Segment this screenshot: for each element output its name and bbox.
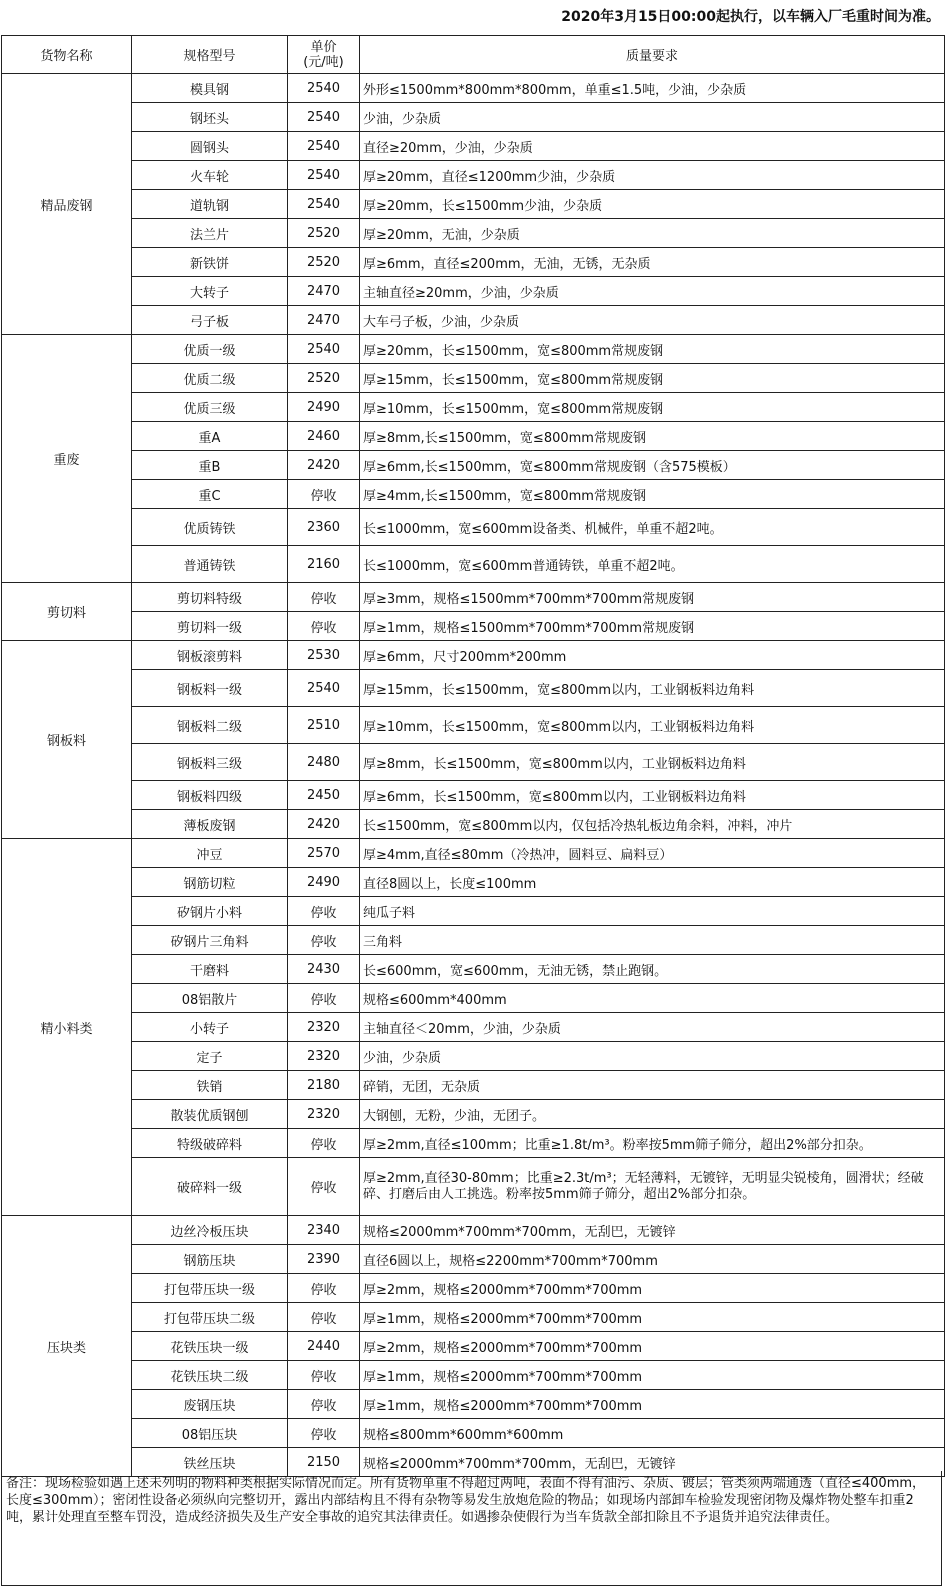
table-row — [2, 74, 945, 103]
quality-requirement-cell: 主轴直径≥20mm，少油，少杂质 — [360, 277, 945, 306]
table-row — [2, 839, 945, 868]
price-cell: 停收 — [288, 1419, 360, 1448]
price-cell: 2430 — [288, 955, 360, 984]
table-row — [2, 1303, 945, 1332]
quality-requirement-cell: 厚≥20mm，长≤1500mm少油，少杂质 — [360, 190, 945, 219]
quality-requirement-cell: 主轴直径＜20mm，少油，少杂质 — [360, 1013, 945, 1042]
spec-cell: 剪切料一级 — [132, 612, 288, 641]
quality-requirement-cell: 厚≥20mm，长≤1500mm，宽≤800mm常规废钢 — [360, 335, 945, 364]
table-row — [2, 1361, 945, 1390]
quality-requirement-cell: 厚≥2mm,直径≤100mm；比重≥1.8t/m³。粉率按5mm筛子筛分，超出2%部分扣杂。 — [360, 1129, 945, 1158]
quality-requirement-cell: 厚≥15mm，长≤1500mm，宽≤800mm常规废钢 — [360, 364, 945, 393]
quality-requirement-cell: 厚≥4mm,直径≤80mm（冷热冲，圆料豆、扁料豆） — [360, 839, 945, 868]
quality-requirement-cell: 厚≥6mm,长≤1500mm，宽≤800mm常规废钢（含575模板） — [360, 451, 945, 480]
table-row — [2, 1013, 945, 1042]
quality-requirement-cell: 厚≥8mm,长≤1500mm，宽≤800mm常规废钢 — [360, 422, 945, 451]
price-cell: 2390 — [288, 1245, 360, 1274]
table-row — [2, 1158, 945, 1216]
quality-requirement-cell: 厚≥3mm，规格≤1500mm*700mm*700mm常规废钢 — [360, 583, 945, 612]
table-row — [2, 248, 945, 277]
table-row — [2, 1042, 945, 1071]
quality-requirement-cell: 长≤1000mm，宽≤600mm设备类、机械件，单重不超2吨。 — [360, 509, 945, 546]
table-row — [2, 546, 945, 583]
table-row — [2, 926, 945, 955]
quality-requirement-cell: 厚≥2mm,直径30-80mm；比重≥2.3t/m³；无轻薄料，无镀锌，无明显尖锐棱角，圆滑状；经破碎、打磨后由人工挑选。粉率按5mm筛子筛分，超出2%部分扣杂。 — [360, 1158, 945, 1216]
table-row — [2, 1129, 945, 1158]
quality-requirement-cell: 厚≥1mm，规格≤2000mm*700mm*700mm — [360, 1303, 945, 1332]
category-cell: 重废 — [2, 335, 132, 583]
quality-requirement-cell: 厚≥1mm，规格≤2000mm*700mm*700mm — [360, 1390, 945, 1419]
price-cell: 停收 — [288, 583, 360, 612]
spec-cell: 钢板滚剪料 — [132, 641, 288, 670]
price-cell: 2470 — [288, 306, 360, 335]
price-cell: 停收 — [288, 480, 360, 509]
table-row — [2, 810, 945, 839]
quality-requirement-cell: 大车弓子板，少油，少杂质 — [360, 306, 945, 335]
table-row — [2, 1274, 945, 1303]
table-row — [2, 670, 945, 707]
price-cell: 2470 — [288, 277, 360, 306]
table-row — [2, 1100, 945, 1129]
price-cell: 2540 — [288, 74, 360, 103]
price-cell: 2160 — [288, 546, 360, 583]
price-cell: 2320 — [288, 1100, 360, 1129]
table-row — [2, 393, 945, 422]
header-spec: 规格型号 — [132, 36, 288, 74]
price-cell: 2540 — [288, 161, 360, 190]
spec-cell: 打包带压块二级 — [132, 1303, 288, 1332]
spec-cell: 破碎料一级 — [132, 1158, 288, 1216]
spec-cell: 矽钢片小料 — [132, 897, 288, 926]
price-cell: 2490 — [288, 868, 360, 897]
price-cell: 2490 — [288, 393, 360, 422]
spec-cell: 边丝冷板压块 — [132, 1216, 288, 1245]
quality-requirement-cell: 厚≥2mm，规格≤2000mm*700mm*700mm — [360, 1332, 945, 1361]
spec-cell: 钢坯头 — [132, 103, 288, 132]
quality-requirement-cell: 直径8圆以上，长度≤100mm — [360, 868, 945, 897]
category-cell: 压块类 — [2, 1216, 132, 1477]
price-cell: 2540 — [288, 670, 360, 707]
quality-requirement-cell: 纯瓜子料 — [360, 897, 945, 926]
table-row — [2, 707, 945, 744]
spec-cell: 优质一级 — [132, 335, 288, 364]
table-row — [2, 219, 945, 248]
quality-requirement-cell: 厚≥20mm，直径≤1200mm少油，少杂质 — [360, 161, 945, 190]
quality-requirement-cell: 厚≥4mm,长≤1500mm，宽≤800mm常规废钢 — [360, 480, 945, 509]
spec-cell: 干磨料 — [132, 955, 288, 984]
quality-requirement-cell: 厚≥2mm，规格≤2000mm*700mm*700mm — [360, 1274, 945, 1303]
spec-cell: 废钢压块 — [132, 1390, 288, 1419]
quality-requirement-cell: 直径≥20mm，少油，少杂质 — [360, 132, 945, 161]
price-cell: 停收 — [288, 1390, 360, 1419]
table-row — [2, 451, 945, 480]
price-cell: 停收 — [288, 1274, 360, 1303]
quality-requirement-cell: 厚≥10mm，长≤1500mm，宽≤800mm常规废钢 — [360, 393, 945, 422]
category-cell: 剪切料 — [2, 583, 132, 641]
spec-cell: 重B — [132, 451, 288, 480]
effective-date-notice: 2020年3月15日00:00起执行，以车辆入厂毛重时间为准。 — [561, 9, 940, 25]
price-cell: 停收 — [288, 1303, 360, 1332]
price-cell: 2440 — [288, 1332, 360, 1361]
quality-requirement-cell: 少油，少杂质 — [360, 103, 945, 132]
price-cell: 2540 — [288, 103, 360, 132]
price-cell: 2520 — [288, 219, 360, 248]
quality-requirement-cell: 厚≥1mm，规格≤2000mm*700mm*700mm — [360, 1361, 945, 1390]
table-row — [2, 781, 945, 810]
table-row — [2, 583, 945, 612]
table-row — [2, 277, 945, 306]
table-row — [2, 306, 945, 335]
price-cell: 停收 — [288, 984, 360, 1013]
spec-cell: 重A — [132, 422, 288, 451]
spec-cell: 08铝压块 — [132, 1419, 288, 1448]
spec-cell: 特级破碎料 — [132, 1129, 288, 1158]
price-cell: 2530 — [288, 641, 360, 670]
remark-note: 备注：现场检验如遇上述未列明的物料种类根据实际情况而定。所有货物单重不得超过两吨，表面不得有油污、杂质、镀层；管类须两端通透（直径≤400mm，长度≤300mm）；密闭性设备必须纵向完整切开，露出内部结构且不得有杂物等易发生放炮危险的物品；如现场内部卸车检验发现密闭物及爆炸物处整车扣重2吨，累计处理直至整车罚没，造成经济损失及生产安全事故的追究其法律责任。如遇掺杂使假行为当车货款全部扣除且不予退货并追究法律责任。 — [1, 1471, 942, 1586]
category-cell: 精小料类 — [2, 839, 132, 1216]
table-row — [2, 868, 945, 897]
spec-cell: 08铝散片 — [132, 984, 288, 1013]
quality-requirement-cell: 厚≥6mm，尺寸200mm*200mm — [360, 641, 945, 670]
price-cell: 2340 — [288, 1216, 360, 1245]
spec-cell: 新铁饼 — [132, 248, 288, 277]
spec-cell: 铁丝压块 — [132, 1448, 288, 1477]
table-row — [2, 1332, 945, 1361]
spec-cell: 矽钢片三角料 — [132, 926, 288, 955]
quality-requirement-cell: 厚≥20mm，无油，少杂质 — [360, 219, 945, 248]
quality-requirement-cell: 外形≤1500mm*800mm*800mm，单重≤1.5吨，少油，少杂质 — [360, 74, 945, 103]
price-cell: 2150 — [288, 1448, 360, 1477]
spec-cell: 圆钢头 — [132, 132, 288, 161]
price-cell: 2540 — [288, 190, 360, 219]
quality-requirement-cell: 规格≤800mm*600mm*600mm — [360, 1419, 945, 1448]
spec-cell: 剪切料特级 — [132, 583, 288, 612]
quality-requirement-cell: 长≤600mm，宽≤600mm，无油无锈，禁止跑钢。 — [360, 955, 945, 984]
quality-requirement-cell: 厚≥15mm，长≤1500mm，宽≤800mm以内，工业钢板料边角料 — [360, 670, 945, 707]
spec-cell: 优质三级 — [132, 393, 288, 422]
table-row — [2, 509, 945, 546]
quality-requirement-cell: 厚≥6mm，直径≤200mm，无油，无锈，无杂质 — [360, 248, 945, 277]
price-cell: 2420 — [288, 810, 360, 839]
table-row — [2, 744, 945, 781]
table-row — [2, 335, 945, 364]
price-cell: 2460 — [288, 422, 360, 451]
quality-requirement-cell: 少油，少杂质 — [360, 1042, 945, 1071]
spec-cell: 钢板料一级 — [132, 670, 288, 707]
price-cell: 2180 — [288, 1071, 360, 1100]
quality-requirement-cell: 直径6圆以上，规格≤2200mm*700mm*700mm — [360, 1245, 945, 1274]
spec-cell: 大转子 — [132, 277, 288, 306]
spec-cell: 散装优质钢刨 — [132, 1100, 288, 1129]
price-cell: 2320 — [288, 1042, 360, 1071]
table-body — [2, 74, 945, 1477]
spec-cell: 薄板废钢 — [132, 810, 288, 839]
quality-requirement-cell: 规格≤2000mm*700mm*700mm，无刮巴，无镀锌 — [360, 1448, 945, 1477]
table-row — [2, 132, 945, 161]
price-cell: 2540 — [288, 132, 360, 161]
table-row — [2, 190, 945, 219]
header-price-line2: (元/吨) — [303, 54, 344, 70]
price-cell: 停收 — [288, 1158, 360, 1216]
spec-cell: 小转子 — [132, 1013, 288, 1042]
price-cell: 2420 — [288, 451, 360, 480]
quality-requirement-cell: 长≤1000mm，宽≤600mm普通铸铁，单重不超2吨。 — [360, 546, 945, 583]
quality-requirement-cell: 三角料 — [360, 926, 945, 955]
header-price-line1: 单价 — [310, 39, 337, 55]
table-row — [2, 161, 945, 190]
spec-cell: 火车轮 — [132, 161, 288, 190]
category-cell: 精品废钢 — [2, 74, 132, 335]
spec-cell: 钢板料二级 — [132, 707, 288, 744]
spec-cell: 打包带压块一级 — [132, 1274, 288, 1303]
spec-cell: 钢板料三级 — [132, 744, 288, 781]
table-row — [2, 897, 945, 926]
spec-cell: 定子 — [132, 1042, 288, 1071]
spec-cell: 冲豆 — [132, 839, 288, 868]
spec-cell: 钢板料四级 — [132, 781, 288, 810]
spec-cell: 花铁压块一级 — [132, 1332, 288, 1361]
spec-cell: 钢筋切粒 — [132, 868, 288, 897]
spec-cell: 钢筋压块 — [132, 1245, 288, 1274]
quality-requirement-cell: 厚≥6mm，长≤1500mm，宽≤800mm以内，工业钢板料边角料 — [360, 781, 945, 810]
table-row — [2, 103, 945, 132]
table-row — [2, 984, 945, 1013]
spec-cell: 法兰片 — [132, 219, 288, 248]
quality-requirement-cell: 大钢刨，无粉，少油，无团子。 — [360, 1100, 945, 1129]
spec-cell: 花铁压块二级 — [132, 1361, 288, 1390]
quality-requirement-cell: 厚≥8mm，长≤1500mm，宽≤800mm以内，工业钢板料边角料 — [360, 744, 945, 781]
quality-requirement-cell: 规格≤600mm*400mm — [360, 984, 945, 1013]
price-cell: 停收 — [288, 926, 360, 955]
price-cell: 停收 — [288, 897, 360, 926]
price-cell: 停收 — [288, 1361, 360, 1390]
header-category: 货物名称 — [2, 36, 132, 74]
table-row — [2, 1071, 945, 1100]
header-quality: 质量要求 — [360, 36, 945, 74]
table-row — [2, 1419, 945, 1448]
category-cell: 钢板料 — [2, 641, 132, 839]
table-row — [2, 364, 945, 393]
price-cell: 2320 — [288, 1013, 360, 1042]
quality-requirement-cell: 碎销，无团，无杂质 — [360, 1071, 945, 1100]
spec-cell: 重C — [132, 480, 288, 509]
table-row — [2, 480, 945, 509]
price-cell: 2450 — [288, 781, 360, 810]
table-row — [2, 1216, 945, 1245]
quality-requirement-cell: 厚≥10mm，长≤1500mm，宽≤800mm以内，工业钢板料边角料 — [360, 707, 945, 744]
price-cell: 2480 — [288, 744, 360, 781]
table-row — [2, 641, 945, 670]
quality-requirement-cell: 厚≥1mm，规格≤1500mm*700mm*700mm常规废钢 — [360, 612, 945, 641]
quality-requirement-cell: 规格≤2000mm*700mm*700mm，无刮巴，无镀锌 — [360, 1216, 945, 1245]
table-header-row — [2, 36, 945, 74]
price-cell: 2570 — [288, 839, 360, 868]
price-cell: 2520 — [288, 248, 360, 277]
price-cell: 2510 — [288, 707, 360, 744]
table-row — [2, 422, 945, 451]
price-cell: 停收 — [288, 1129, 360, 1158]
spec-cell: 铁销 — [132, 1071, 288, 1100]
spec-cell: 优质铸铁 — [132, 509, 288, 546]
quality-requirement-cell: 长≤1500mm，宽≤800mm以内，仅包括冷热轧板边角余料，冲料，冲片 — [360, 810, 945, 839]
header-price — [288, 36, 360, 74]
table-row — [2, 612, 945, 641]
price-cell: 2520 — [288, 364, 360, 393]
price-cell: 停收 — [288, 612, 360, 641]
spec-cell: 优质二级 — [132, 364, 288, 393]
table-row — [2, 955, 945, 984]
price-cell: 2360 — [288, 509, 360, 546]
price-table — [1, 35, 945, 1477]
spec-cell: 道轨钢 — [132, 190, 288, 219]
price-cell: 2540 — [288, 335, 360, 364]
spec-cell: 模具钢 — [132, 74, 288, 103]
spec-cell: 弓子板 — [132, 306, 288, 335]
table-row — [2, 1245, 945, 1274]
spec-cell: 普通铸铁 — [132, 546, 288, 583]
table-row — [2, 1390, 945, 1419]
